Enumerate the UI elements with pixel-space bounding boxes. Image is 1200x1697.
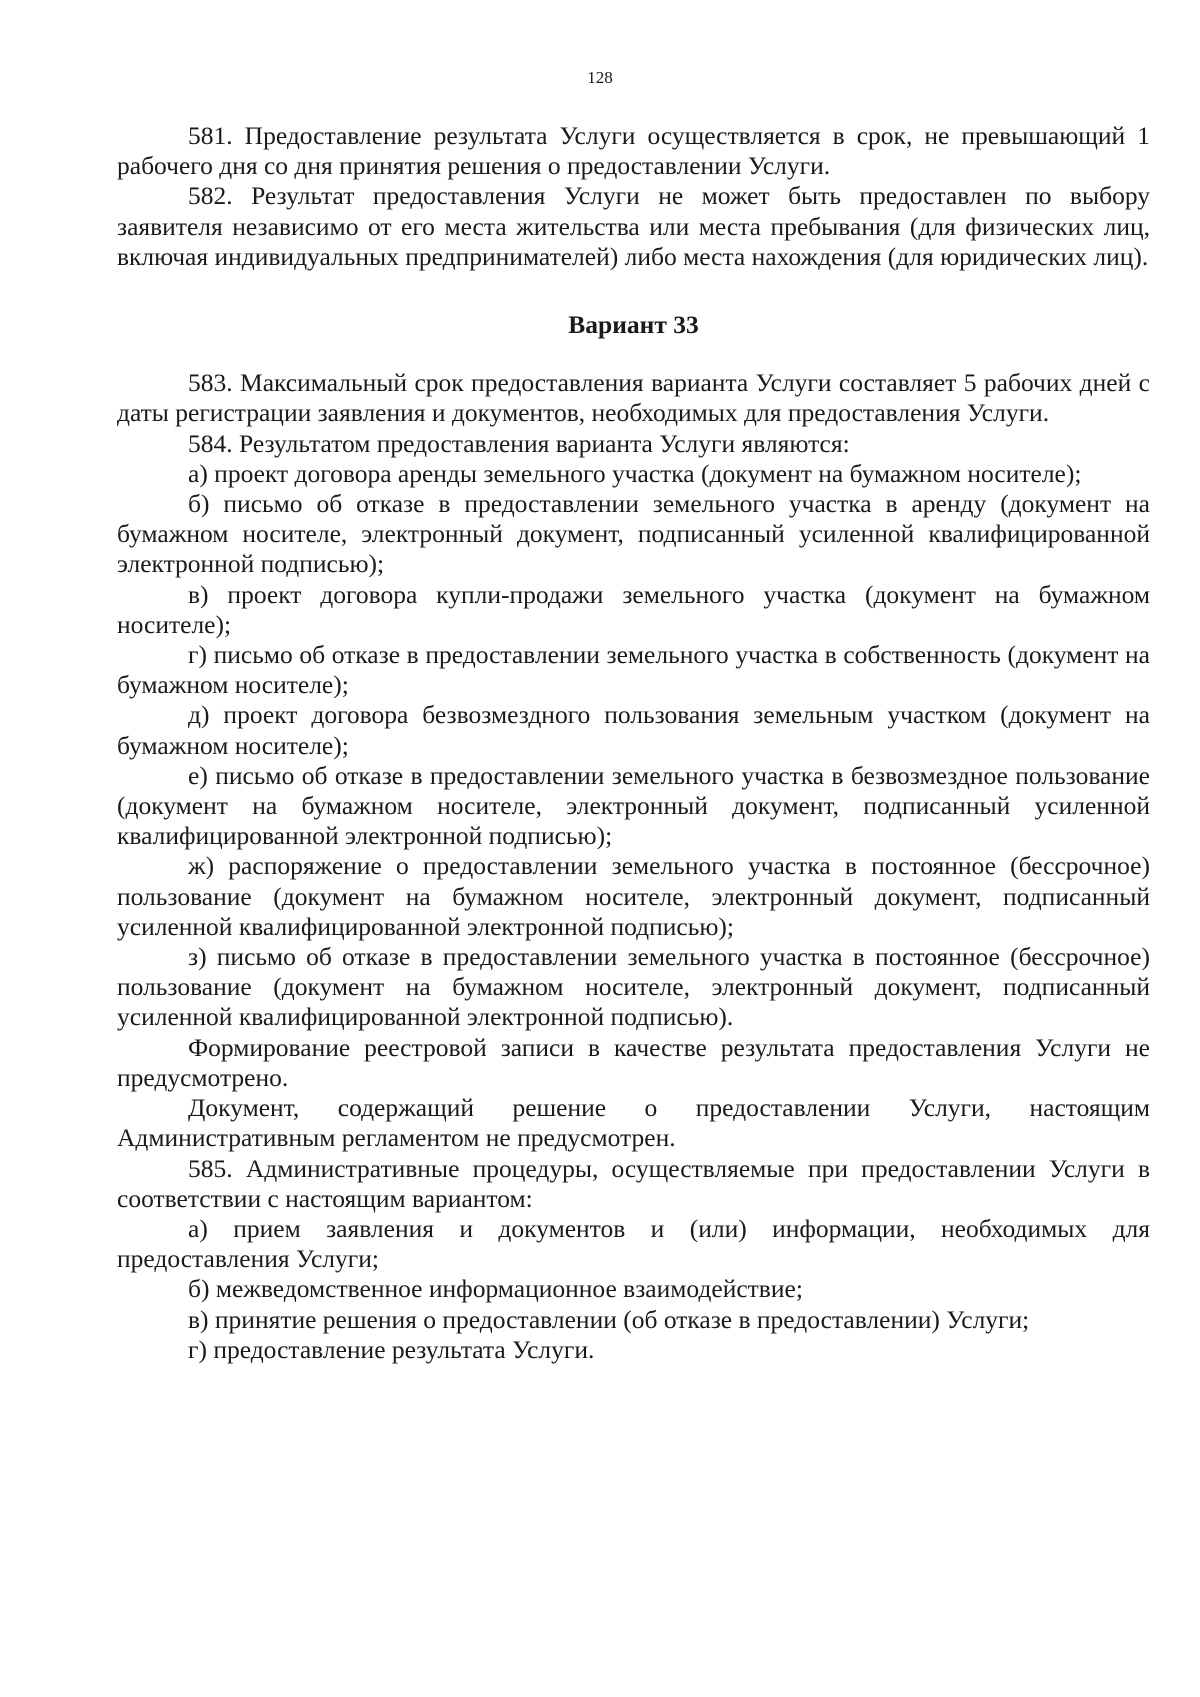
page-number: 128 [587,68,613,87]
list-item-result-v: в) проект договора купли-продажи земельного участка (документ на бумажном носителе); [117,579,1150,639]
list-item-procedure-b: б) межведомственное информационное взаимодействие; [188,1274,803,1304]
spacer [117,340,1150,368]
list-item-result-zh: ж) распоряжение о предоставлении земельного участка в постоянное (бессрочное) пользование (документ на бумажном носителе, электронный документ, подписанный усиленной квалифицированной электронной подписью); [117,851,1150,941]
list-item-result-z: з) письмо об отказе в предоставлении земельного участка в постоянное (бессрочное) пользование (документ на бумажном носителе, электронный документ, подписанный усиленной квалифицированной электронной подписью). [117,942,1150,1032]
document-body [117,121,1150,1365]
list-item-result-g: г) письмо об отказе в предоставлении земельного участка в собственность (документ на бумажном носителе); [117,640,1150,700]
list-item-result-a: а) проект договора аренды земельного участка (документ на бумажном носителе); [188,458,1082,488]
list-item-procedure-a: а) прием заявления и документов и (или) информации, необходимых для предоставления Услуги; [117,1213,1150,1274]
paragraph-585: 585. Административные процедуры, осуществляемые при предоставлении Услуги в соответствии с настоящим вариантом: [117,1153,1150,1213]
paragraph-decision-document: Документ, содержащий решение о предоставлении Услуги, настоящим Административным регламентом не предусмотрен. [117,1093,1150,1153]
list-item-procedure-g: г) предоставление результата Услуги. [188,1334,595,1364]
paragraph-584: 584. Результатом предоставления варианта Услуги являются: [188,428,850,458]
list-item-result-e: е) письмо об отказе в предоставлении земельного участка в безвозмездное пользование (документ на бумажном носителе, электронный документ, подписанный усиленной квалифицированной электронной подписью); [117,760,1150,851]
list-item-result-b: б) письмо об отказе в предоставлении земельного участка в аренду (документ на бумажном носителе, электронный документ, подписанный усиленной квалифицированной электронной подписью); [117,489,1150,579]
list-item-procedure-v: в) принятие решения о предоставлении (об отказе в предоставлении) Услуги; [188,1304,1030,1334]
paragraph-581: 581. Предоставление результата Услуги осуществляется в срок, не превышающий 1 рабочего дня со дня принятия решения о предоставлении Услуги. [117,121,1150,181]
paragraph-registry-record: Формирование реестровой записи в качестве результата предоставления Услуги не предусмотрено. [117,1032,1150,1092]
list-item-result-d: д) проект договора безвозмездного пользования земельным участком (документ на бумажном носителе); [117,700,1150,760]
paragraph-582: 582. Результат предоставления Услуги не может быть предоставлен по выбору заявителя независимо от его места жительства или места пребывания (для физических лиц, включая индивидуальных предпринимателей) либо места нахождения (для юридических лиц). [117,181,1150,271]
spacer [117,272,1150,310]
section-heading: Вариант 33 [568,310,699,340]
paragraph-583: 583. Максимальный срок предоставления варианта Услуги составляет 5 рабочих дней с даты регистрации заявления и документов, необходимых для предоставления Услуги. [117,368,1150,428]
